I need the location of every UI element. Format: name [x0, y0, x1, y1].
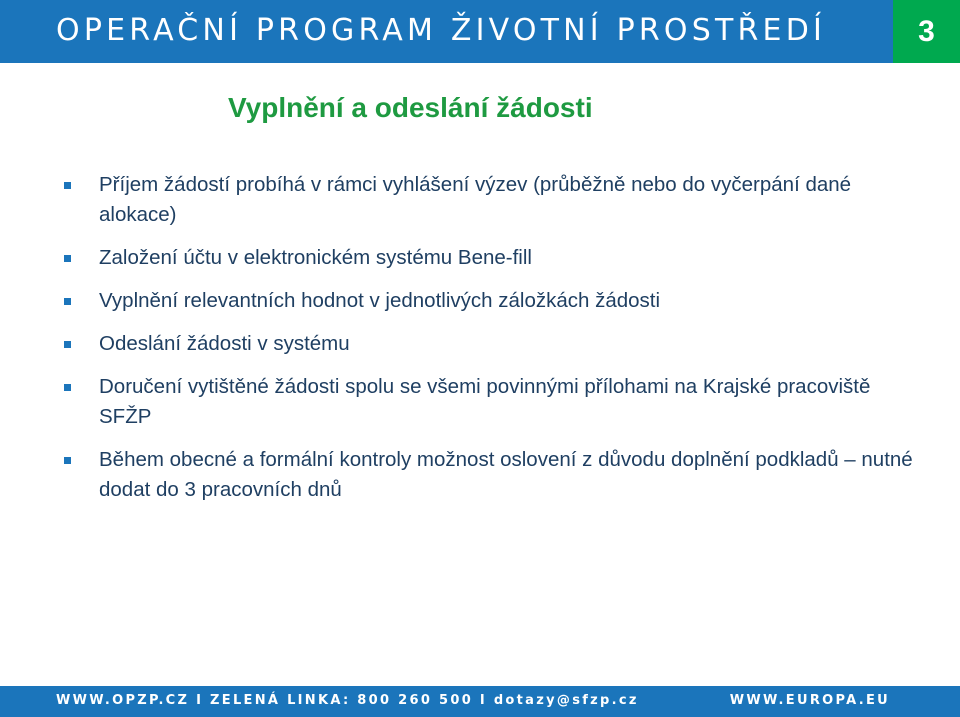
bullet-item — [64, 445, 924, 505]
footer-bar — [0, 686, 960, 717]
header-bar — [0, 0, 893, 63]
footer-europa-link: WWW.EUROPA.EU — [729, 693, 890, 708]
bullet-text: Odeslání žádosti v systému — [99, 332, 350, 355]
square-bullet-icon — [64, 457, 71, 464]
bullet-item — [64, 329, 924, 359]
square-bullet-icon — [64, 255, 71, 262]
slide-title: Vyplnění a odeslání žádosti — [228, 92, 593, 123]
footer-contact-text: WWW.OPZP.CZ I ZELENÁ LINKA: 800 260 500 I dotazy@sfzp.cz — [56, 693, 639, 708]
square-bullet-icon — [64, 298, 71, 305]
bullet-item — [64, 286, 924, 316]
bullet-item — [64, 170, 924, 230]
program-title: OPERAČNÍ PROGRAM ŽIVOTNÍ PROSTŘEDÍ — [56, 13, 827, 48]
bullet-text: Příjem žádostí probíhá v rámci vyhlášení výzev (průběžně nebo do vyčerpání dané alokace) — [99, 173, 852, 226]
bullet-item — [64, 243, 924, 273]
bullet-list — [64, 170, 924, 518]
bullet-item — [64, 372, 924, 432]
square-bullet-icon — [64, 182, 71, 189]
square-bullet-icon — [64, 341, 71, 348]
page-number-badge: 3 — [893, 0, 960, 63]
bullet-text: Vyplnění relevantních hodnot v jednotlivých záložkách žádosti — [99, 289, 661, 312]
bullet-text: Během obecné a formální kontroly možnost oslovení z důvodu doplnění podkladů – nutné dodat do 3 pracovních dnů — [99, 448, 913, 501]
bullet-text: Doručení vytištěné žádosti spolu se všemi povinnými přílohami na Krajské pracoviště SFŽP — [99, 375, 871, 428]
bullet-text: Založení účtu v elektronickém systému Bene-fill — [99, 246, 532, 269]
square-bullet-icon — [64, 384, 71, 391]
